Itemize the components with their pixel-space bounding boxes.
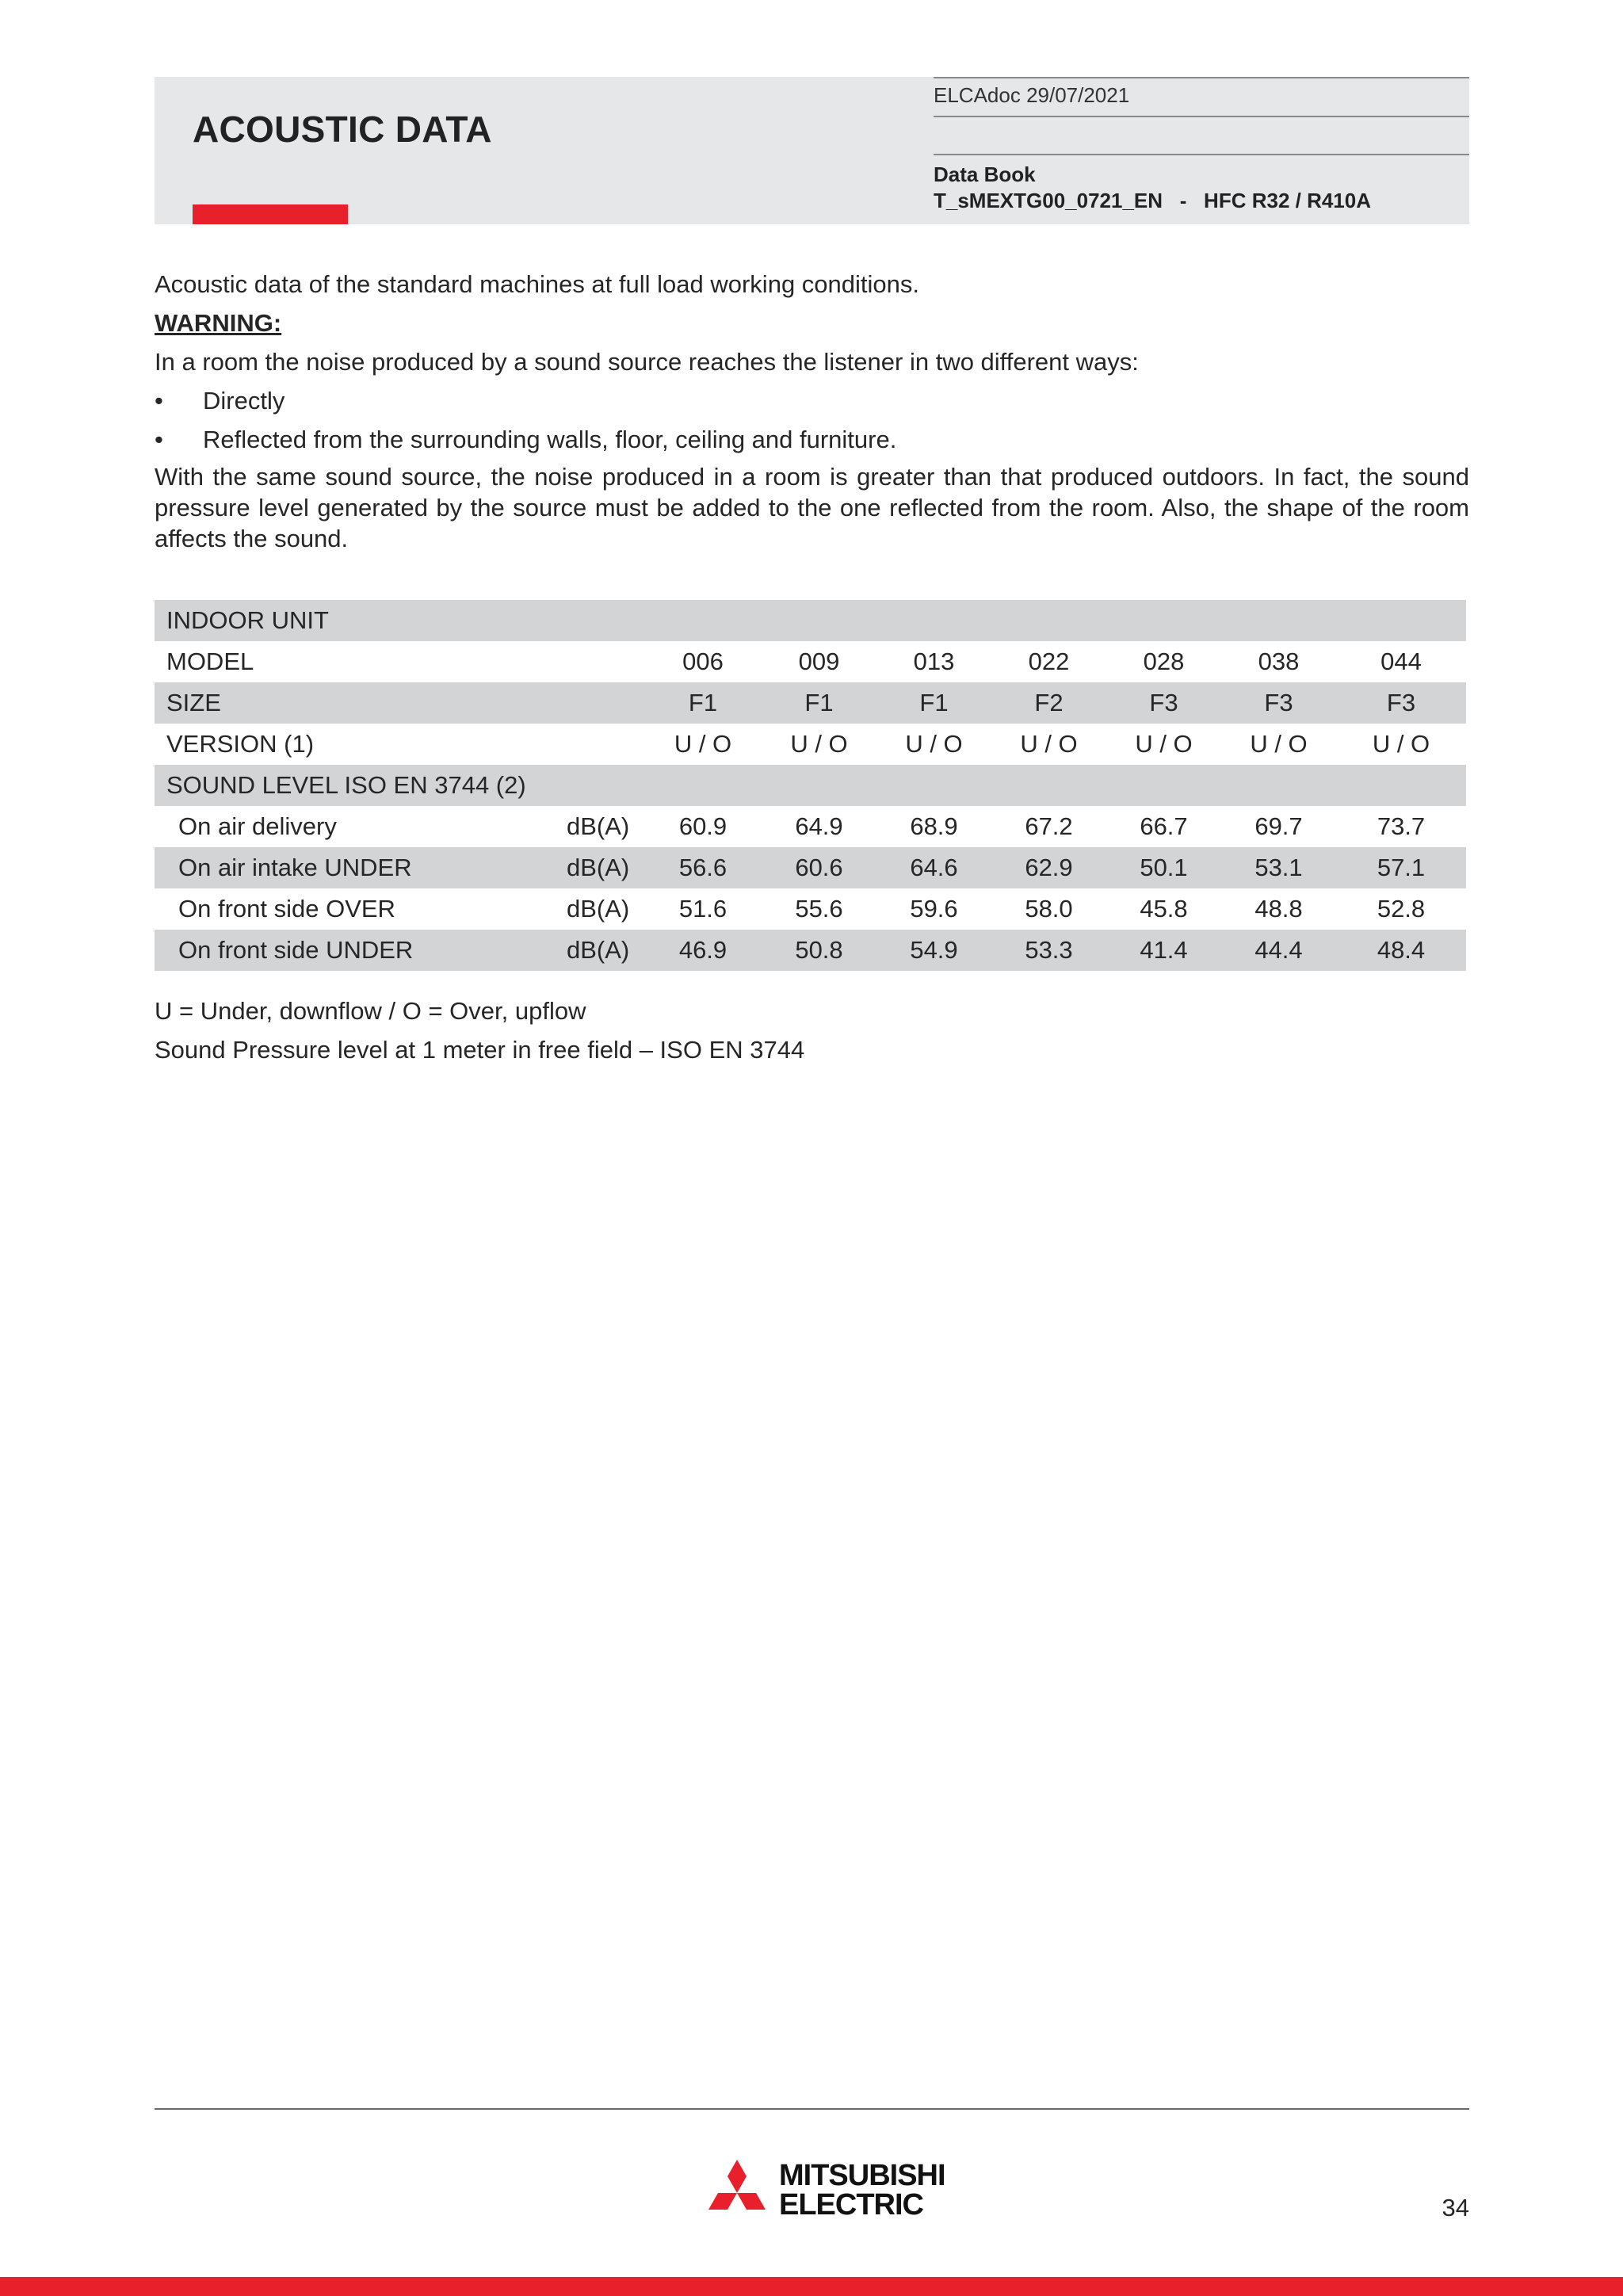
model-cell: 006	[682, 648, 724, 675]
table-row	[155, 888, 1466, 930]
value-cell: 62.9	[991, 847, 1106, 888]
acoustic-data-table	[155, 600, 1466, 971]
table-row	[155, 806, 1466, 847]
value-cell: 48.8	[1254, 895, 1303, 923]
version-cell: U / O	[790, 730, 848, 758]
size-cell: F3	[1336, 682, 1466, 724]
model-cell: 022	[1028, 648, 1070, 675]
page-number: 34	[1442, 2194, 1469, 2222]
version-cell: U / O	[1135, 730, 1193, 758]
value-cell: 64.9	[795, 812, 843, 840]
table-section-row	[155, 600, 1466, 641]
row-label: On air intake UNDER	[155, 847, 567, 888]
version-cell: U / O	[905, 730, 963, 758]
bottom-accent-bar	[0, 2277, 1623, 2296]
value-cell: 54.9	[876, 930, 991, 971]
table-row-size	[155, 682, 1466, 724]
unit-cell: dB(A)	[567, 812, 630, 840]
version-cell: U / O	[1372, 730, 1430, 758]
logo-line-2: ELECTRIC	[779, 2188, 923, 2222]
footnote-sound-pressure: Sound Pressure level at 1 meter in free field – ISO EN 3744	[155, 1036, 805, 1064]
version-cell: U / O	[1020, 730, 1078, 758]
row-label: SIZE	[155, 682, 567, 724]
paragraph-noise: In a room the noise produced by a sound source reaches the listener in two different ways:	[155, 348, 1139, 376]
data-book-label: Data Book	[934, 162, 1036, 186]
row-label: VERSION (1)	[166, 730, 315, 758]
value-cell: 46.9	[644, 930, 762, 971]
logo-line-1: MITSUBISHI	[779, 2159, 945, 2192]
bullet-text: Reflected from the surrounding walls, floor, ceiling and furniture.	[203, 426, 897, 453]
value-cell: 50.8	[762, 930, 876, 971]
value-cell: 68.9	[910, 812, 958, 840]
bullet-symbol: •	[155, 426, 163, 453]
model-cell: 038	[1258, 648, 1300, 675]
value-cell: 53.3	[991, 930, 1106, 971]
table-section-row	[155, 765, 1466, 806]
size-cell: F3	[1221, 682, 1336, 724]
model-cell: 044	[1381, 648, 1422, 675]
value-cell: 41.4	[1106, 930, 1221, 971]
bullet-symbol: •	[155, 387, 163, 415]
version-cell: U / O	[674, 730, 732, 758]
table-row-version	[155, 724, 1466, 765]
title-accent-bar	[193, 204, 348, 224]
row-label: On front side UNDER	[155, 930, 567, 971]
bullet-text: Directly	[203, 387, 285, 415]
value-cell: 57.1	[1336, 847, 1466, 888]
model-cell: 028	[1143, 648, 1185, 675]
value-cell: 51.6	[678, 895, 727, 923]
footnote-version: U = Under, downflow / O = Over, upflow	[155, 997, 586, 1025]
paragraph-sound-source: With the same sound source, the noise produced in a room is greater than that produced outdoors. In fact, the sound pressure level generated by the source must be added to the one reflected from the room. Also, the shape of the room affects the sound.	[155, 463, 1469, 552]
unit-cell: dB(A)	[567, 847, 644, 888]
value-cell: 45.8	[1140, 895, 1188, 923]
size-cell: F1	[644, 682, 762, 724]
value-cell: 59.6	[910, 895, 958, 923]
row-label: On front side OVER	[178, 895, 395, 923]
size-cell: F3	[1106, 682, 1221, 724]
size-cell: F2	[991, 682, 1106, 724]
value-cell: 66.7	[1140, 812, 1188, 840]
mitsubishi-electric-logo	[700, 2159, 945, 2228]
model-cell: 009	[798, 648, 840, 675]
unit-cell: dB(A)	[567, 895, 630, 923]
doc-reference: ELCAdoc 29/07/2021	[934, 83, 1130, 107]
header-rule	[934, 154, 1469, 155]
value-cell: 60.6	[762, 847, 876, 888]
value-cell: 69.7	[1254, 812, 1303, 840]
row-label: On air delivery	[178, 812, 337, 840]
value-cell: 48.4	[1336, 930, 1466, 971]
value-cell: 55.6	[795, 895, 843, 923]
table-row	[155, 930, 1466, 971]
warning-label: WARNING:	[155, 309, 282, 337]
value-cell: 50.1	[1106, 847, 1221, 888]
value-cell: 44.4	[1221, 930, 1336, 971]
row-label: MODEL	[166, 648, 254, 675]
header-rule	[934, 77, 1469, 78]
page-title: ACOUSTIC DATA	[193, 109, 492, 150]
section-indoor-unit: INDOOR UNIT	[155, 600, 1466, 641]
footer-rule	[155, 2108, 1469, 2110]
size-cell: F1	[876, 682, 991, 724]
header-rule	[934, 116, 1469, 117]
value-cell: 58.0	[1025, 895, 1073, 923]
data-book-code: T_sMEXTG00_0721_EN - HFC R32 / R410A	[934, 189, 1372, 212]
value-cell: 56.6	[644, 847, 762, 888]
size-cell: F1	[762, 682, 876, 724]
value-cell: 53.1	[1221, 847, 1336, 888]
logo-wordmark	[779, 2161, 945, 2220]
value-cell: 73.7	[1377, 812, 1426, 840]
value-cell: 52.8	[1377, 895, 1426, 923]
table-row-model	[155, 641, 1466, 682]
table-row	[155, 847, 1466, 888]
unit-cell: dB(A)	[567, 930, 644, 971]
value-cell: 64.6	[876, 847, 991, 888]
value-cell: 60.9	[678, 812, 727, 840]
value-cell: 67.2	[1025, 812, 1073, 840]
three-diamonds-icon	[700, 2160, 774, 2228]
intro-text: Acoustic data of the standard machines at full load working conditions.	[155, 270, 919, 298]
model-cell: 013	[913, 648, 955, 675]
version-cell: U / O	[1250, 730, 1308, 758]
section-sound-level: SOUND LEVEL ISO EN 3744 (2)	[155, 765, 1466, 806]
